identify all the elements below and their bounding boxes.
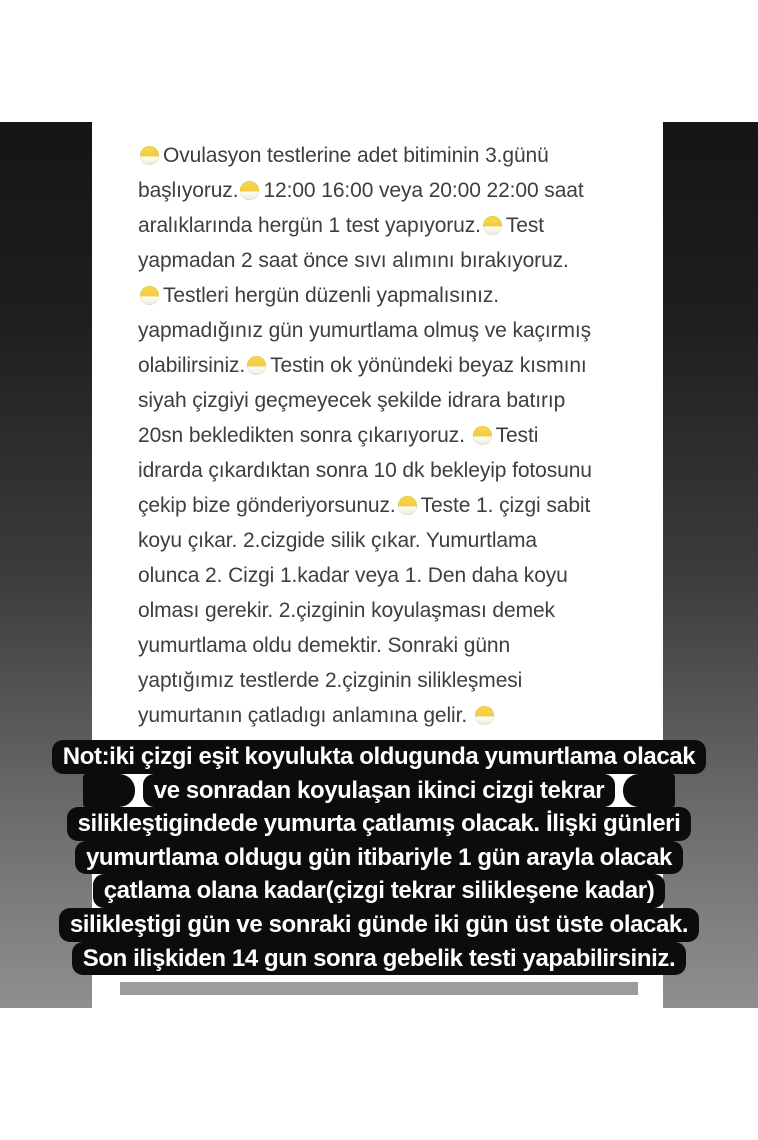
body-line: koyu çıkar. 2.cizgide silik çıkar. Yumurtlama	[138, 529, 537, 552]
hatching-chick-emoji-icon	[140, 146, 159, 165]
note-block	[0, 740, 758, 975]
note-line	[0, 841, 758, 875]
pill-cap-right	[623, 774, 675, 808]
note-pill: Son ilişkiden 14 gun sonra gebelik testi yapabilirsiniz.	[72, 942, 686, 976]
body-line: olabilirsiniz. Testin ok yönündeki beyaz kısmını	[138, 354, 587, 377]
note-line	[0, 874, 758, 908]
hatching-chick-emoji-icon	[240, 181, 259, 200]
note-pill: ve sonradan koyulaşan ikinci cizgi tekrar	[143, 774, 615, 808]
note-line	[0, 942, 758, 976]
hatching-chick-emoji-icon	[398, 496, 417, 515]
body-line: yapmadan 2 saat önce sıvı alımını bırakıyoruz.	[138, 249, 569, 272]
body-line: başlıyoruz. 12:00 16:00 veya 20:00 22:00 saat	[138, 179, 584, 202]
body-line: yumurtanın çatladıgı anlamına gelir.	[138, 698, 658, 733]
hatching-chick-emoji-icon	[140, 286, 159, 305]
note-pill: Not:iki çizgi eşit koyulukta oldugunda yumurtlama olacak	[52, 740, 706, 774]
note-pill: çatlama olana kadar(çizgi tekrar silikleşene kadar)	[93, 874, 666, 908]
body-line: olması gerekir. 2.çizginin koyulaşması demek	[138, 599, 555, 622]
pill-cap-left	[83, 774, 135, 808]
hatching-chick-emoji-icon	[473, 426, 492, 445]
body-line: Ovulasyon testlerine adet bitiminin 3.günü	[138, 138, 658, 173]
body-line: Testleri hergün düzenli yapmalısınız.	[138, 278, 658, 313]
hatching-chick-emoji-icon	[247, 356, 266, 375]
body-line: çekip bize gönderiyorsunuz. Teste 1. çizgi sabit	[138, 494, 591, 517]
body-line: yaptığımız testlerde 2.çizginin silikleşmesi	[138, 669, 523, 692]
note-pill: silikleştigindede yumurta çatlamış olacak. İlişki günleri	[67, 807, 692, 841]
footer-bar	[120, 982, 638, 995]
body-line: aralıklarında hergün 1 test yapıyoruz. Test	[138, 214, 545, 237]
body-line: siyah çizgiyi geçmeyecek şekilde idrara batırıp	[138, 389, 566, 412]
note-line	[0, 774, 758, 808]
hatching-chick-emoji-icon	[475, 706, 494, 725]
body-line: yumurtlama oldu demektir. Sonraki günn	[138, 634, 511, 657]
note-line	[0, 807, 758, 841]
note-pill: yumurtlama oldugu gün itibariyle 1 gün arayla olacak	[75, 841, 683, 875]
note-pill: silikleştigi gün ve sonraki günde iki gün üst üste olacak.	[59, 908, 699, 942]
body-line: yapmadığınız gün yumurtlama olmuş ve kaçırmış	[138, 319, 592, 342]
body-line: idrarda çıkardıktan sonra 10 dk bekleyip fotosunu	[138, 459, 592, 482]
body-text	[138, 138, 658, 733]
hatching-chick-emoji-icon	[483, 216, 502, 235]
note-line	[0, 908, 758, 942]
body-line: olunca 2. Cizgi 1.kadar veya 1. Den daha koyu	[138, 564, 568, 587]
note-line	[0, 740, 758, 774]
body-line: 20sn bekledikten sonra çıkarıyoruz. Testi	[138, 424, 539, 447]
